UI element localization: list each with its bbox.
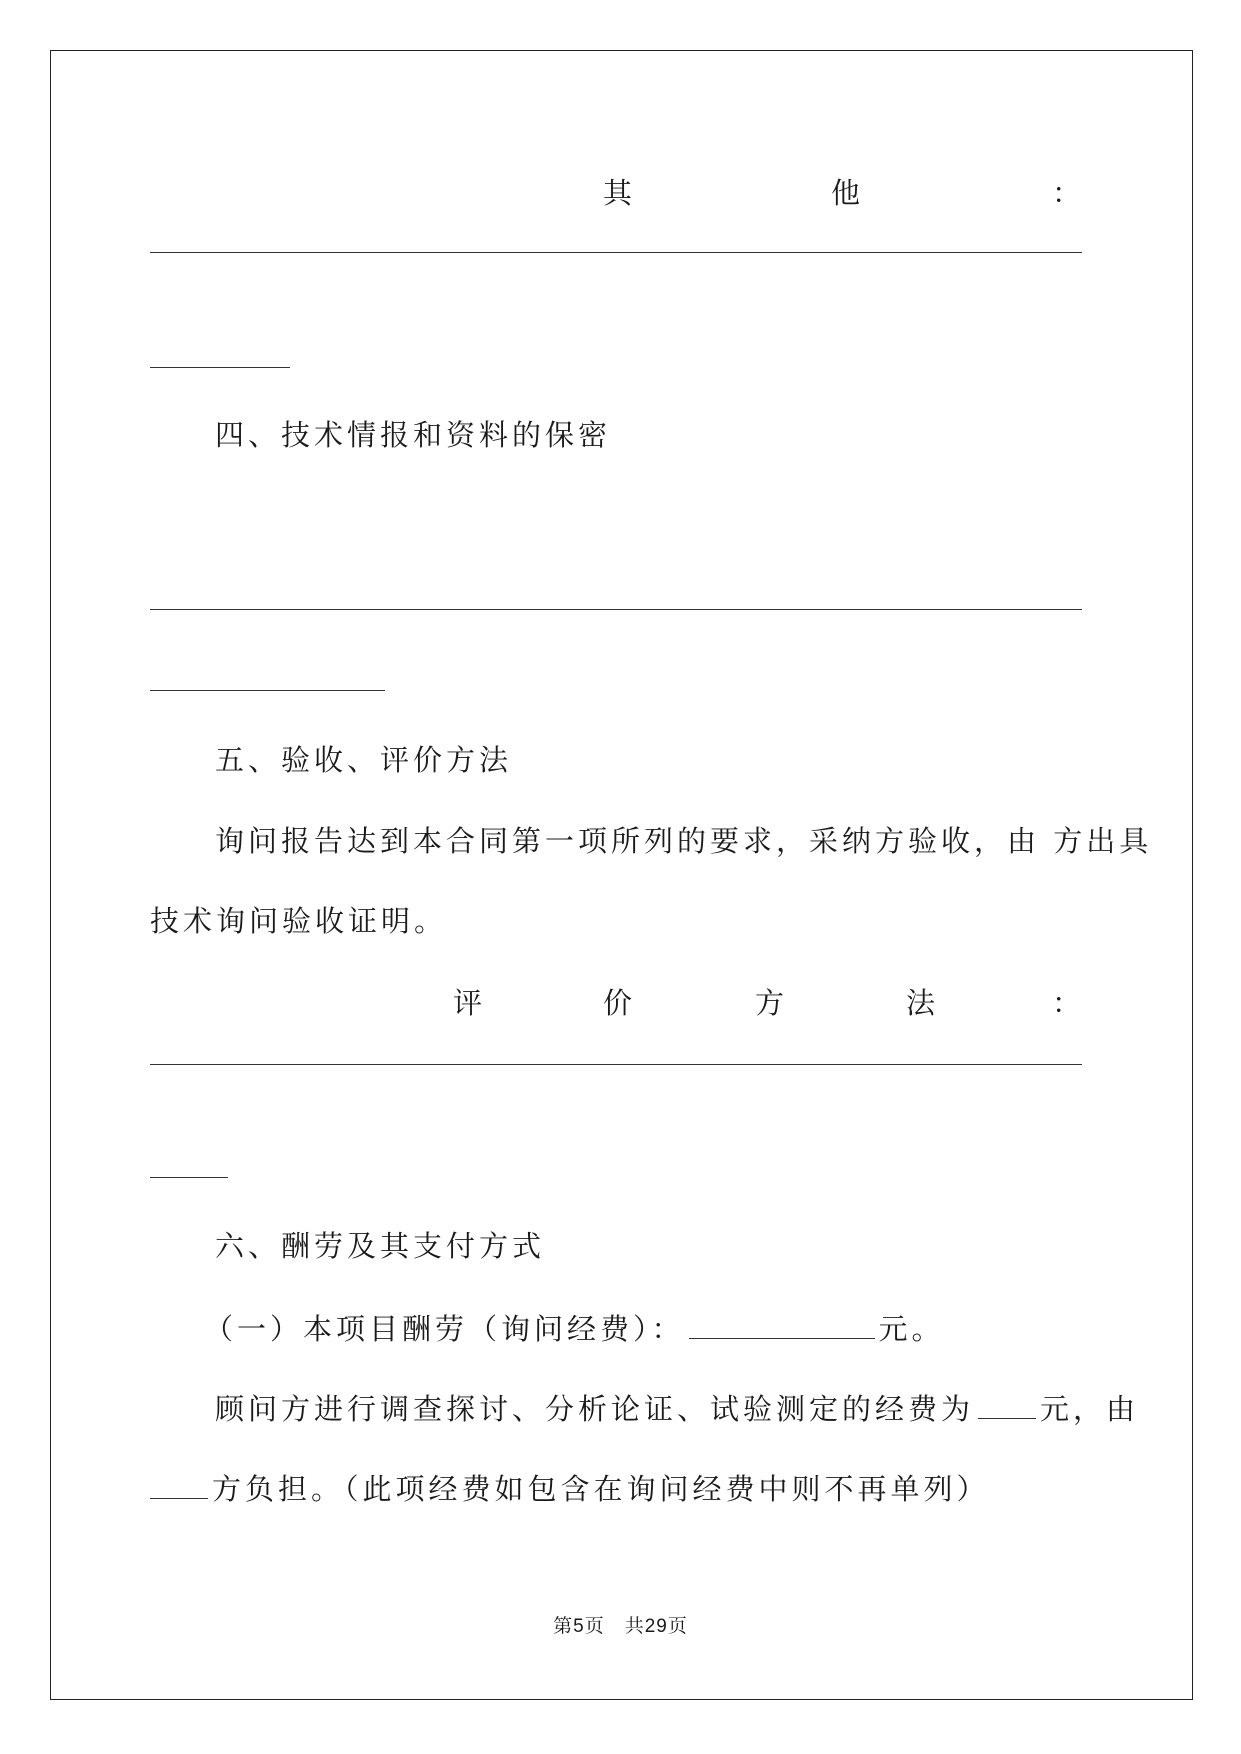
section4-heading: 四、技术情报和资料的保密 xyxy=(215,418,612,452)
item2-line1-suffix: 元，由 xyxy=(1040,1392,1140,1426)
section5-paragraph-line2: 技术询问验收证明。 xyxy=(150,904,448,938)
other-label-char: 他 xyxy=(831,176,861,210)
eval-label-char: 价 xyxy=(603,986,633,1020)
page-total: 29 xyxy=(644,1616,668,1637)
fill-line-short xyxy=(150,367,290,368)
item1-suffix: 元。 xyxy=(878,1312,945,1346)
section6-heading: 六、酬劳及其支付方式 xyxy=(215,1229,546,1263)
footer-mid: 页 共 xyxy=(584,1615,645,1637)
item1-prefix: （一）本项目酬劳（询问经费）： xyxy=(204,1312,685,1346)
section6-item1 xyxy=(204,1314,945,1344)
item2-line2-suffix: 方负担。（此项经费如包含在询问经费中则不再单列） xyxy=(212,1472,990,1506)
footer-prefix: 第 xyxy=(553,1615,574,1637)
section6-item2-line1 xyxy=(215,1394,1139,1424)
footer-suffix: 页 xyxy=(667,1615,688,1637)
fill-line xyxy=(150,1064,1082,1065)
research-fee-blank xyxy=(978,1394,1036,1419)
fill-line xyxy=(150,252,1082,253)
eval-label-char: 方 xyxy=(755,986,785,1020)
fill-line-short xyxy=(150,1177,228,1178)
section5-heading: 五、验收、评价方法 xyxy=(215,743,513,777)
section6-item2-line2 xyxy=(150,1474,990,1504)
fill-line-short xyxy=(150,690,385,691)
page-current: 5 xyxy=(573,1616,585,1637)
fill-line xyxy=(150,609,1082,610)
eval-label-char: 评 xyxy=(453,986,483,1020)
eval-label-colon: ： xyxy=(1052,986,1082,1020)
page-footer xyxy=(0,1617,1241,1636)
other-label-char: 其 xyxy=(603,176,633,210)
party-blank xyxy=(150,1474,208,1499)
other-label-colon: ： xyxy=(1052,176,1082,210)
fee-blank xyxy=(689,1314,875,1339)
eval-label-char: 法 xyxy=(906,986,936,1020)
section5-paragraph-line1: 询问报告达到本合同第一项所列的要求，采纳方验收，由 方出具 xyxy=(215,824,1153,858)
item2-prefix: 顾问方进行调查探讨、分析论证、试验测定的经费为 xyxy=(215,1392,975,1426)
page-border xyxy=(50,50,1193,1700)
